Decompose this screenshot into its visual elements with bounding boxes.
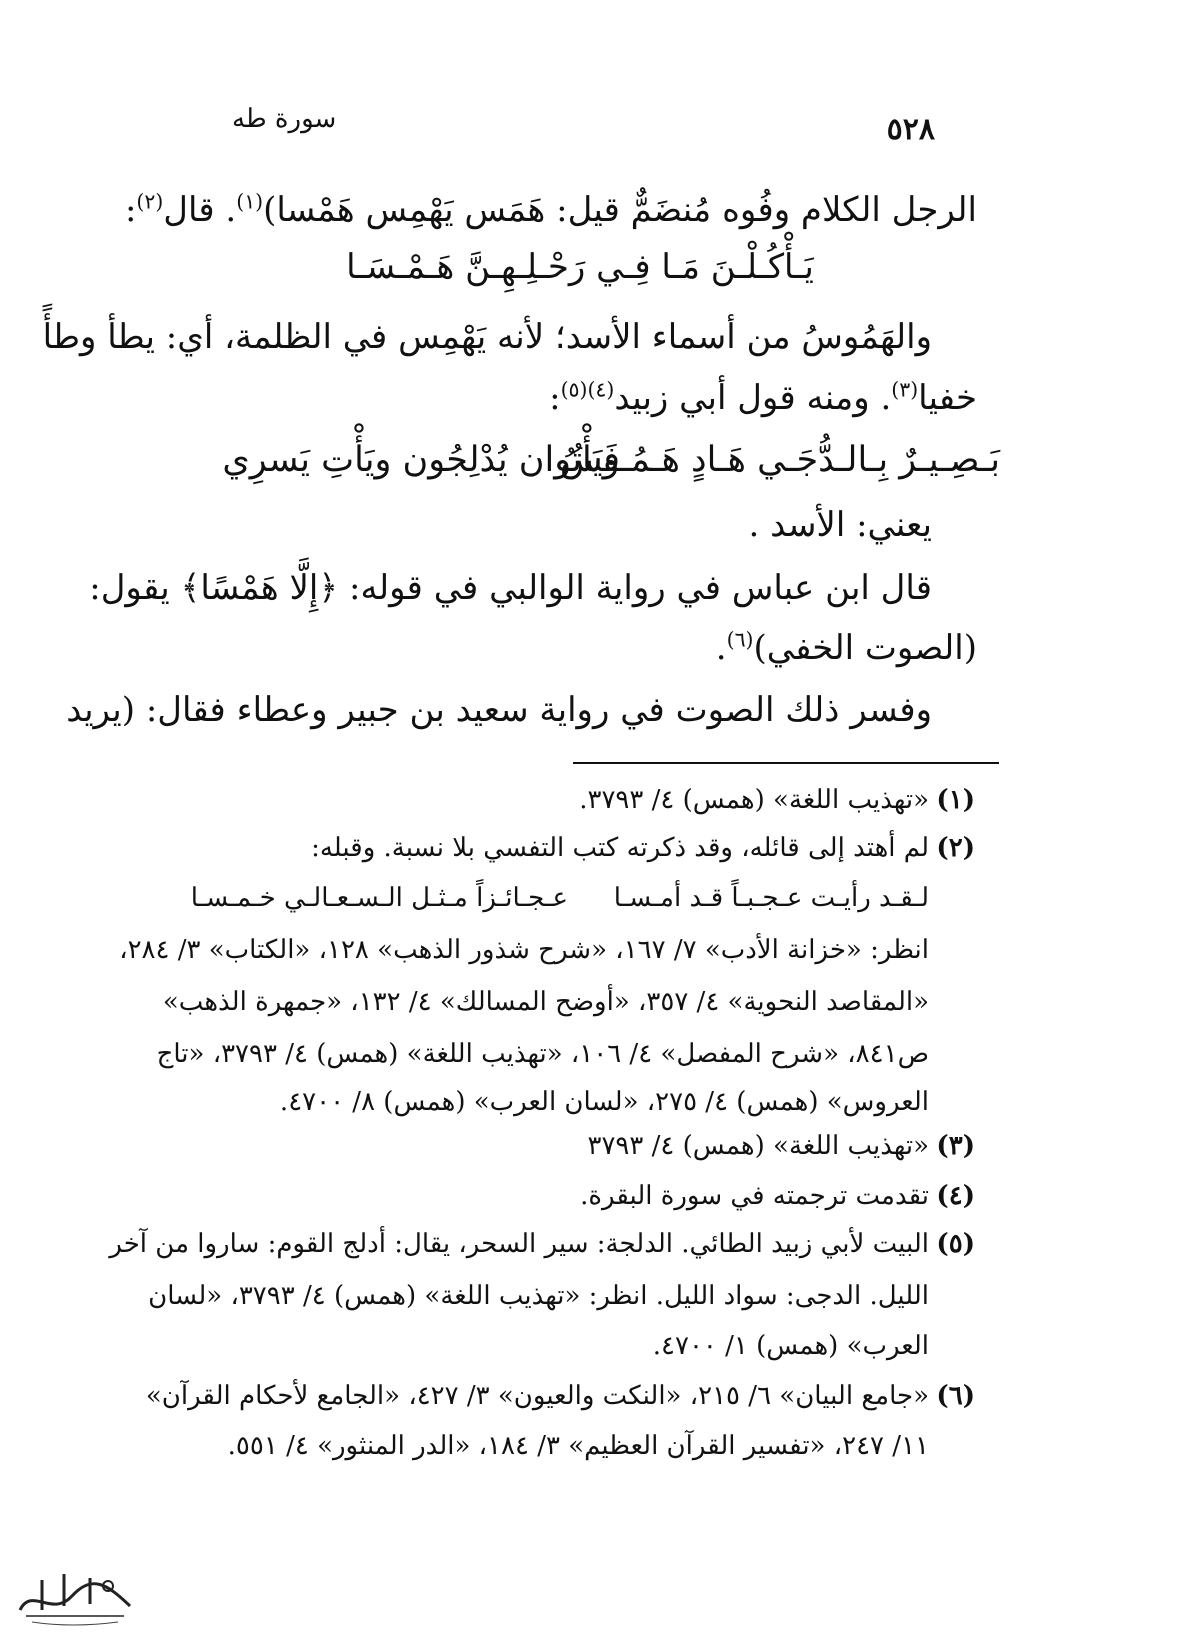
- footnote-2-line-6: العروس» (همس) ٤/ ٢٧٥، «لسان العرب» (همس) ٨/ ٤٧٠٠.: [279, 1087, 929, 1117]
- library-stamp-calligraphy-icon: [12, 1566, 138, 1628]
- footnote-6-line-2: ١١/ ٢٤٧، «تفسير القرآن العظيم» ٣/ ١٨٤، «الدر المنثور» ٤/ ٥٥١.: [227, 1431, 929, 1461]
- text-line-4: [177, 378, 977, 419]
- footnote-2-line-3: انظر: «خزانة الأدب» ٧/ ١٦٧، «شرح شذور الذهب» ١٢٨، «الكتاب» ٣/ ٢٨٤،: [119, 935, 929, 965]
- page-number: ٥٢٨: [886, 112, 935, 147]
- footnote-2-verse-second: عـجـائـزاً مـثـل الـسـعـالـي خـمـسـا: [190, 883, 568, 913]
- footnote-ref-2[interactable]: (٢): [136, 189, 164, 214]
- text-segment: :: [549, 378, 561, 418]
- footnote-4: [175, 1180, 975, 1213]
- footnote-number: (٢): [936, 833, 975, 863]
- footnote-5-line-2: الليل. الدجى: سواد الليل. انظر: «تهذيب اللغة» (همس) ٤/ ٣٧٩٣، «لسان: [148, 1281, 929, 1311]
- footnote-text: «تهذيب اللغة» (همس) ٤/ ٣٧٩٣.: [579, 785, 929, 815]
- footnote-ref-4-5[interactable]: (٤)(٥): [560, 377, 615, 402]
- footnote-2-line-5: ص٨٤١، «شرح المفصل» ٤/ ١٠٦، «تهذيب اللغة» (همس) ٤/ ٣٧٩٣، «تاج: [156, 1039, 929, 1069]
- text-segment: (الصوت الخفي): [753, 628, 977, 668]
- footnote-ref-6[interactable]: (٦): [726, 627, 754, 652]
- text-segment: .: [715, 628, 727, 668]
- footnote-number: (١): [936, 785, 975, 815]
- footnote-text: تقدمت ترجمته في سورة البقرة.: [580, 1181, 929, 1211]
- footnote-separator: [573, 762, 999, 764]
- poetry-verse-2-second-hemistich: بَـصِـيـرٌ بِـالـدُّجَـي هَـادٍ هَـمُـوسُ: [559, 440, 1000, 480]
- footnote-text: «تهذيب اللغة» (همس) ٤/ ٣٧٩٣: [587, 1131, 929, 1161]
- text-segment: . ومنه قول أبي زبيد: [614, 378, 892, 418]
- footnote-number: (٣): [936, 1131, 975, 1161]
- footnote-6: [145, 1380, 975, 1413]
- text-line-6: يعني: الأسد .: [748, 505, 932, 545]
- footnote-3: [175, 1130, 975, 1163]
- text-line-9: وفسر ذلك الصوت في رواية سعيد بن جبير وعطاء فقال: (يريد: [66, 690, 932, 730]
- footnote-ref-3[interactable]: (٣): [891, 377, 919, 402]
- poetry-verse-1: يَـأْكُـلْـنَ مَـا فِـي رَحْـلِـهِـنَّ هَـمْـسَـا: [346, 247, 814, 287]
- footnote-2-verse-first: لـقـد رأيـت عـجـبـاً قـد أمـسـا: [613, 883, 929, 913]
- footnote-text: «جامع البيان» ٦/ ٢١٥، «النكت والعيون» ٣/ ٤٢٧، «الجامع لأحكام القرآن»: [145, 1381, 929, 1411]
- footnote-text: لم أهتد إلى قائله، وقد ذكرته كتب التفسي بلا نسبة. وقبله:: [311, 833, 929, 863]
- footnote-2: [175, 832, 975, 865]
- footnote-ref-1[interactable]: (١): [236, 189, 264, 214]
- poetry-verse-2-first-hemistich: فَيَأْتُوان يُدْلِجُون ويَأْتِ يَسرِي: [222, 440, 620, 480]
- footnote-5: [109, 1228, 975, 1261]
- footnote-5-line-3: العرب» (همس) ١/ ٤٧٠٠.: [652, 1331, 929, 1361]
- text-segment: :: [124, 190, 137, 230]
- text-line-7: قال ابن عباس في رواية الوالبي في قوله: ﴿إِلَّا هَمْسًا﴾ يقول:: [89, 568, 932, 608]
- text-line-3: والهَمُوسُ من أسماء الأسد؛ لأنه يَهْمِس في الظلمة، أي: يطأ وطأً: [42, 317, 932, 357]
- text-segment: . قال: [163, 190, 237, 230]
- running-header-title: سورة طه: [232, 104, 337, 134]
- text-segment: خفيا: [918, 378, 977, 418]
- footnote-2-line-4: «المقاصد النحوية» ٤/ ٣٥٧، «أوضح المسالك» ٤/ ١٣٢، «جمهرة الذهب»: [162, 987, 929, 1017]
- footnote-number: (٥): [936, 1229, 975, 1259]
- text-line-8: [177, 628, 977, 669]
- text-segment: الرجل الكلام وفُوه مُنضَمٌّ قيل: هَمَس يَهْمِس هَمْسا): [263, 190, 977, 230]
- text-line-1: [124, 189, 977, 231]
- footnote-number: (٦): [936, 1381, 975, 1411]
- footnote-number: (٤): [936, 1181, 975, 1211]
- footnote-1: [175, 784, 975, 817]
- footnote-text: البيت لأبي زبيد الطائي. الدلجة: سير السحر، يقال: أدلج القوم: ساروا من آخر: [109, 1229, 929, 1259]
